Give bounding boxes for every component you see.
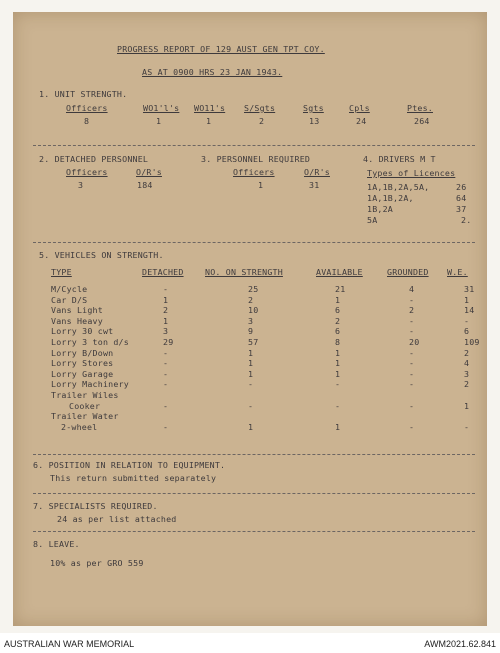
vehicle-we: 109 <box>464 337 480 347</box>
vehicle-detached: 2 <box>163 305 169 316</box>
vehicle-strength: 25 <box>248 284 259 294</box>
unit-strength-header: Sgts <box>303 103 324 113</box>
detached-value: 3 <box>78 180 84 190</box>
vehicle-strength: 1 <box>248 347 254 358</box>
licence-count: 37 <box>456 204 467 214</box>
unit-strength-value: 8 <box>84 116 90 126</box>
detached-personnel-label: 2. DETACHED PERSONNEL <box>39 154 149 164</box>
vehicles-header-detached: DETACHED <box>142 267 184 277</box>
vehicle-we: 3 <box>464 368 470 379</box>
vehicle-detached: - <box>163 379 169 390</box>
vehicles-header-grounded: GROUNDED <box>387 267 429 277</box>
vehicle-type: Cooker <box>69 400 101 411</box>
vehicle-type: Car D/S <box>51 294 88 305</box>
detached-value: 184 <box>137 180 153 190</box>
report-title: PROGRESS REPORT OF 129 AUST GEN TPT COY. <box>117 44 325 54</box>
vehicle-detached: 29 <box>163 337 174 347</box>
leave-label: 8. LEAVE. <box>33 539 80 549</box>
vehicle-available: 1 <box>335 294 341 305</box>
vehicle-grounded: - <box>409 326 415 337</box>
vehicle-type: Lorry Garage <box>51 368 114 379</box>
leave-text: 10% as per GRO 559 <box>50 558 144 568</box>
vehicle-detached: - <box>163 368 169 379</box>
divider <box>33 531 475 532</box>
vehicle-strength: 9 <box>248 326 254 337</box>
vehicle-strength: 1 <box>248 368 254 379</box>
divider <box>33 493 475 494</box>
personnel-required-label: 3. PERSONNEL REQUIRED <box>201 154 311 164</box>
vehicle-grounded: 4 <box>409 284 415 294</box>
vehicle-available: - <box>335 400 341 411</box>
vehicle-strength: 1 <box>248 421 254 432</box>
vehicle-available: 2 <box>335 315 341 326</box>
licence-count: 2. <box>461 215 472 225</box>
vehicle-we: - <box>464 421 470 432</box>
required-header: Officers <box>233 167 275 177</box>
vehicle-detached: - <box>163 284 169 294</box>
vehicle-detached: 1 <box>163 294 169 305</box>
specialists-text: 24 as per list attached <box>57 514 177 524</box>
vehicle-grounded: - <box>409 368 415 379</box>
vehicle-type: Trailer Wiles <box>51 390 119 400</box>
vehicle-type: Lorry Machinery <box>51 379 129 390</box>
vehicle-strength: 10 <box>248 305 259 316</box>
required-value: 1 <box>258 180 264 190</box>
vehicle-available: 1 <box>335 347 341 358</box>
unit-strength-value: 1 <box>156 116 162 126</box>
vehicles-header-we: W.E. <box>447 267 468 277</box>
vehicle-available: - <box>335 379 341 390</box>
divider <box>33 242 475 243</box>
vehicle-type: Trailer Water <box>51 411 119 422</box>
vehicle-available: 1 <box>335 368 341 379</box>
vehicle-available: 21 <box>335 284 346 294</box>
vehicle-detached: - <box>163 400 169 411</box>
vehicle-we: 6 <box>464 326 470 337</box>
unit-strength-header: Ptes. <box>407 103 433 113</box>
vehicle-type: Lorry 30 cwt <box>51 326 114 337</box>
licence-type: 1A,1B,2A, <box>367 193 414 203</box>
vehicle-we: 14 <box>464 305 475 316</box>
vehicle-detached: - <box>163 358 169 369</box>
specialists-label: 7. SPECIALISTS REQUIRED. <box>33 501 158 511</box>
vehicle-we: 31 <box>464 284 475 294</box>
vehicle-we: 1 <box>464 400 470 411</box>
vehicle-detached: - <box>163 421 169 432</box>
vehicle-type: Vans Heavy <box>51 315 103 326</box>
licence-type: 1A,1B,2A,5A, <box>367 182 430 192</box>
unit-strength-label: 1. UNIT STRENGTH. <box>39 89 128 99</box>
report-date: AS AT 0900 HRS 23 JAN 1943. <box>142 67 283 77</box>
licence-count: 26 <box>456 182 467 192</box>
vehicle-detached: 3 <box>163 326 169 337</box>
licence-type: 1B,2A <box>367 204 393 214</box>
unit-strength-value: 264 <box>414 116 430 126</box>
vehicle-grounded: - <box>409 358 415 369</box>
vehicle-we: 1 <box>464 294 470 305</box>
archive-footer <box>0 633 500 653</box>
vehicles-label: 5. VEHICLES ON STRENGTH. <box>39 250 164 260</box>
required-header: O/R's <box>304 167 330 177</box>
unit-strength-header: WO1'l's <box>143 103 180 113</box>
vehicle-type: Lorry 3 ton d/s <box>51 337 129 347</box>
vehicle-grounded: - <box>409 421 415 432</box>
detached-header: O/R's <box>136 167 162 177</box>
licence-types-header: Types of Licences <box>367 168 456 178</box>
vehicle-strength: 1 <box>248 358 254 369</box>
vehicle-we: 4 <box>464 358 470 369</box>
unit-strength-value: 1 <box>206 116 212 126</box>
unit-strength-value: 24 <box>356 116 367 126</box>
vehicle-we: 2 <box>464 379 470 390</box>
vehicle-grounded: 20 <box>409 337 420 347</box>
vehicle-type: M/Cycle <box>51 284 88 294</box>
vehicle-grounded: - <box>409 379 415 390</box>
vehicle-available: 1 <box>335 358 341 369</box>
divider <box>33 145 475 146</box>
drivers-label: 4. DRIVERS M T <box>363 154 436 164</box>
unit-strength-header: WO11's <box>194 103 226 113</box>
vehicle-strength: 3 <box>248 315 254 326</box>
vehicle-grounded: - <box>409 400 415 411</box>
vehicle-grounded: - <box>409 315 415 326</box>
vehicle-available: 8 <box>335 337 341 347</box>
position-label: 6. POSITION IN RELATION TO EQUIPMENT. <box>33 460 226 470</box>
divider <box>33 454 475 455</box>
vehicle-type: 2-wheel <box>61 421 98 432</box>
licence-count: 64 <box>456 193 467 203</box>
unit-strength-value: 13 <box>309 116 320 126</box>
unit-strength-header: S/Sgts <box>244 103 276 113</box>
licence-type: 5A <box>367 215 378 225</box>
vehicles-header-type: TYPE <box>51 267 72 277</box>
vehicle-grounded: - <box>409 347 415 358</box>
vehicle-available: 6 <box>335 326 341 337</box>
document-page <box>13 12 487 626</box>
vehicles-header-available: AVAILABLE <box>316 267 363 277</box>
vehicle-grounded: 2 <box>409 305 415 316</box>
vehicle-we: 2 <box>464 347 470 358</box>
vehicle-available: 1 <box>335 421 341 432</box>
vehicles-header-strength: NO. ON STRENGTH <box>205 267 283 277</box>
detached-header: Officers <box>66 167 108 177</box>
vehicle-strength: - <box>248 379 254 390</box>
vehicle-strength: - <box>248 400 254 411</box>
footer-institution: AUSTRALIAN WAR MEMORIAL <box>4 639 135 649</box>
vehicle-detached: - <box>163 347 169 358</box>
vehicle-strength: 2 <box>248 294 254 305</box>
position-text: This return submitted separately <box>50 473 217 483</box>
vehicle-type: Vans Light <box>51 305 103 316</box>
vehicle-we: - <box>464 315 470 326</box>
vehicle-detached: 1 <box>163 315 169 326</box>
vehicle-type: Lorry B/Down <box>51 347 114 358</box>
required-value: 31 <box>309 180 320 190</box>
vehicle-type: Lorry Stores <box>51 358 114 369</box>
unit-strength-value: 2 <box>259 116 265 126</box>
vehicle-strength: 57 <box>248 337 259 347</box>
unit-strength-header: Officers <box>66 103 108 113</box>
footer-accession-number: AWM2021.62.841 <box>424 639 496 649</box>
unit-strength-header: Cpls <box>349 103 370 113</box>
vehicle-grounded: - <box>409 294 415 305</box>
vehicle-available: 6 <box>335 305 341 316</box>
